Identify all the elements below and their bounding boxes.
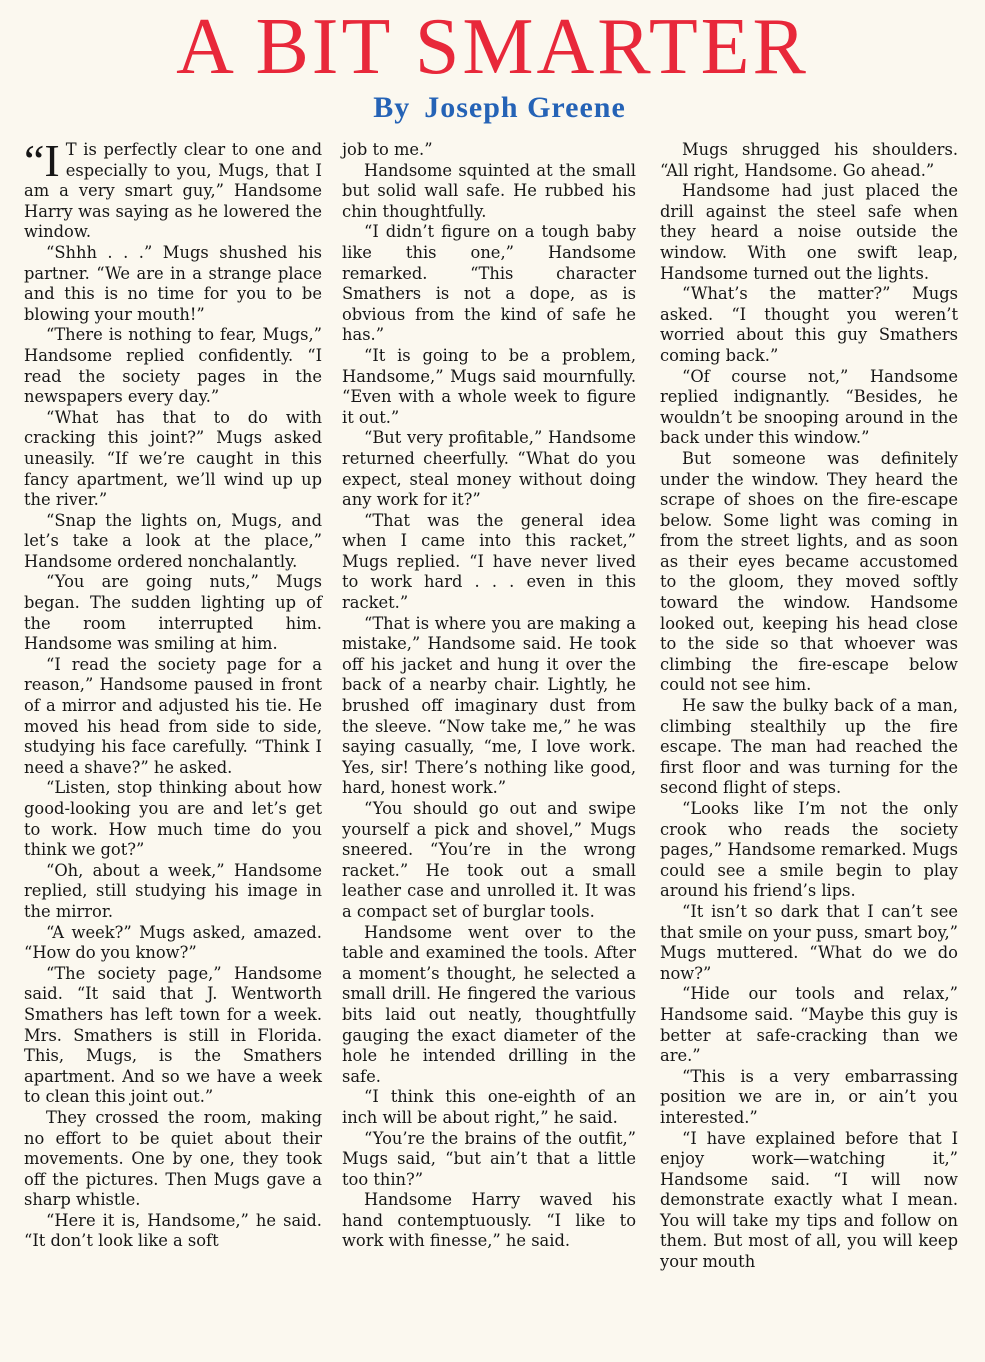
paragraph: “What has that to do with cracking this joint?” Mugs asked uneasily. “If we’re caught in this fancy apartment, we’ll wind up up the river.” xyxy=(24,407,322,510)
paragraph: “You should go out and swipe yourself a pick and shovel,” Mugs sneered. “You’re in the wrong racket.” He took out a small leather case and unrolled it. It was a compact set of burglar tools. xyxy=(342,799,636,921)
paragraph: Handsome squinted at the small but solid wall safe. He rubbed his chin thoughtfully. xyxy=(342,160,636,221)
paragraph: Mugs shrugged his shoulders. “All right, Handsome. Go ahead.” xyxy=(660,140,958,180)
paragraph: But someone was definitely under the window. They heard the scrape of shoes on the fire-escape below. Some light was coming in from the street lights, and as soon as their eyes became accustomed to the gloom, they moved softly toward the window. Handsome looked out, keeping his head close to the side so that whoever was climbing the fire-escape below could not see him. xyxy=(660,448,958,695)
opening-text: T is perfectly clear to one and especially to you, Mugs, that I am a very smart guy,” Handsome Harry was saying as he lowered the window. xyxy=(24,140,322,242)
paragraph: Handsome went over to the table and examined the tools. After a moment’s thought, he selected a small drill. He fingered the various bits laid out neatly, thoughtfully gauging the exact diameter of the hole he intended drilling in the safe. xyxy=(342,922,636,1086)
paragraph: “Here it is, Handsome,” he said. “It don’t look like a soft xyxy=(24,1210,322,1251)
byline-by: By xyxy=(373,91,411,124)
paragraph: “I have explained before that I enjoy work—watching it,” Handsome said. “I will now demonstrate exactly what I mean. You will take my tips and follow on them. But most of all, you will keep your mouth xyxy=(660,1128,958,1272)
paragraph: “There is nothing to fear, Mugs,” Handsome replied confidently. “I read the society pages in the newspapers every day.” xyxy=(24,325,322,407)
paragraph: “Looks like I’m not the only crook who reads the society pages,” Handsome remarked. Mugs could see a smile begin to play around his friend’s lips. xyxy=(660,799,958,901)
paragraph: “I think this one-eighth of an inch will be about right,” he said. xyxy=(342,1087,636,1127)
paragraph: They crossed the room, making no effort to be quiet about their movements. One by one, they took off the pictures. Then Mugs gave a sharp whistle. xyxy=(24,1107,322,1210)
opening-paragraph xyxy=(24,135,322,243)
text-column-1 xyxy=(24,135,322,1252)
paragraph: “I didn’t figure on a tough baby like this one,” Handsome remarked. “This character Smathers is not a dope, as is obvious from the kind of safe he has.” xyxy=(342,222,636,345)
paragraph: “I read the society page for a reason,” Handsome paused in front of a mirror and adjusted his tie. He moved his head from side to side, studying his face carefully. “Think I need a shave?” he asked. xyxy=(24,654,322,777)
paragraph: “It is going to be a problem, Handsome,” Mugs said mournfully. “Even with a whole week to figure it out.” xyxy=(342,345,636,427)
paragraph: He saw the bulky back of a man, climbing stealthily up the fire escape. The man had reached the first floor and was turning for the second flight of steps. xyxy=(660,696,958,798)
paragraph: “Oh, about a week,” Handsome replied, still studying his image in the mirror. xyxy=(24,860,322,921)
paragraph: “The society page,” Handsome said. “It said that J. Wentworth Smathers has left town for a week. Mrs. Smathers is still in Florida. This, Mugs, is the Smathers apartment. And so we have a week to clean this joint out.” xyxy=(24,963,322,1107)
paragraph: “Listen, stop thinking about how good-looking you are and let’s get to work. How much time do you think we got?” xyxy=(24,778,322,860)
paragraph: “Shhh . . .” Mugs shushed his partner. “We are in a strange place and this is no time for you to be blowing your mouth!” xyxy=(24,242,322,324)
paragraph: “This is a very embarrassing position we are in, or ain’t you interested.” xyxy=(660,1066,958,1127)
paragraph: “It isn’t so dark that I can’t see that smile on your puss, smart boy,” Mugs muttered. “What do we do now?” xyxy=(660,901,958,983)
byline-author: Joseph Greene xyxy=(424,91,626,124)
paragraph: “Of course not,” Handsome replied indignantly. “Besides, he wouldn’t be snooping around in the back under this window.” xyxy=(660,366,958,448)
story-title: A BIT SMARTER xyxy=(176,3,809,91)
text-column-3 xyxy=(660,140,958,1273)
paragraph: “Snap the lights on, Mugs, and let’s take a look at the place,” Handsome ordered nonchalantly. xyxy=(24,510,322,571)
continued-line: job to me.” xyxy=(342,140,433,159)
drop-cap: “I xyxy=(24,135,60,186)
byline xyxy=(0,88,985,128)
paragraph: Handsome had just placed the drill against the steel safe when they heard a noise outside the window. With one swift leap, Handsome turned out the lights. xyxy=(660,181,958,283)
paragraph: “What’s the matter?” Mugs asked. “I thought you weren’t worried about this guy Smathers coming back.” xyxy=(660,284,958,365)
text-column-2 xyxy=(342,140,636,1252)
paragraph: “That was the general idea when I came into this racket,” Mugs replied. “I have never lived to work hard . . . even in this racket.” xyxy=(342,510,636,613)
paragraph: Handsome Harry waved his hand contemptuously. “I like to work with finesse,” he said. xyxy=(342,1190,636,1251)
paragraph: “Hide our tools and relax,” Handsome said. “Maybe this guy is better at safe-cracking than we are.” xyxy=(660,984,958,1066)
paragraph: “But very profitable,” Handsome returned cheerfully. “What do you expect, steal money without doing any work for it?” xyxy=(342,428,636,510)
paragraph: “That is where you are making a mistake,” Handsome said. He took off his jacket and hung it over the back of a nearby chair. Lightly, he brushed off imaginary dust from the sleeve. “Now take me,” he was saying casually, “me, I love work. Yes, sir! There’s nothing like good, hard, honest work.” xyxy=(342,613,636,798)
paragraph: “You are going nuts,” Mugs began. The sudden lighting up of the room interrupted him. Handsome was smiling at him. xyxy=(24,572,322,654)
paragraph: “You’re the brains of the outfit,” Mugs said, “but ain’t that a little too thin?” xyxy=(342,1128,636,1189)
paragraph: “A week?” Mugs asked, amazed. “How do you know?” xyxy=(24,922,322,963)
